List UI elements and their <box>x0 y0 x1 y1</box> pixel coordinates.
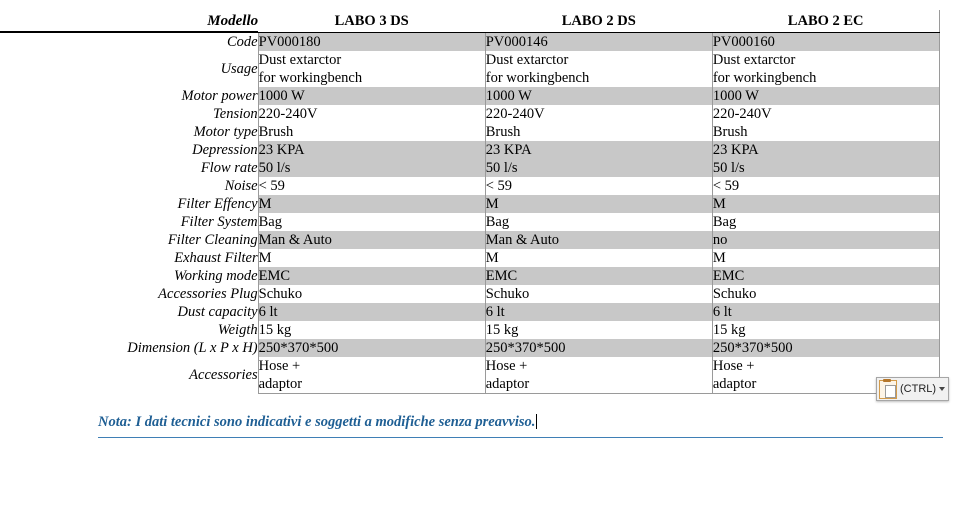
table-row <box>0 321 940 339</box>
row-value-line: for workingbench <box>712 70 817 86</box>
row-label: Motor power <box>181 88 258 104</box>
row-value: 220-240V <box>258 105 485 123</box>
row-label: Dust capacity <box>177 304 258 320</box>
row-value: PV000180 <box>258 33 485 52</box>
row-value: Bag <box>712 213 939 231</box>
table-row <box>0 195 940 213</box>
row-value <box>258 51 485 87</box>
row-label: Filter Cleaning <box>167 232 258 248</box>
row-value-line: for workingbench <box>485 70 590 86</box>
table-row <box>0 87 940 105</box>
row-value: Bag <box>258 213 485 231</box>
row-value: no <box>712 231 939 249</box>
row-value: M <box>712 249 939 267</box>
footnote <box>98 414 943 431</box>
row-value-line: adaptor <box>485 376 530 392</box>
row-value: M <box>712 195 939 213</box>
row-value: 50 l/s <box>258 159 485 177</box>
table-row <box>0 33 940 52</box>
row-value: M <box>485 195 712 213</box>
row-value-line: Dust extarctor <box>258 52 342 68</box>
row-value-line: Hose + <box>712 358 755 374</box>
row-value <box>485 51 712 87</box>
row-value: 23 KPA <box>258 141 485 159</box>
row-value: PV000160 <box>712 33 939 52</box>
header-model-1: LABO 3 DS <box>258 10 485 33</box>
footnote-underline <box>98 437 943 438</box>
table-row <box>0 339 940 357</box>
row-value: Man & Auto <box>485 231 712 249</box>
row-value: M <box>485 249 712 267</box>
row-value: 50 l/s <box>712 159 939 177</box>
row-value: EMC <box>712 267 939 285</box>
row-value: Brush <box>485 123 712 141</box>
row-value: 15 kg <box>712 321 939 339</box>
row-value: Brush <box>712 123 939 141</box>
chevron-down-icon[interactable] <box>939 387 945 391</box>
row-value: 6 lt <box>712 303 939 321</box>
row-value: Man & Auto <box>258 231 485 249</box>
clipboard-paste-icon[interactable] <box>879 380 897 399</box>
row-label: Filter Effency <box>177 196 258 212</box>
table-row <box>0 177 940 195</box>
row-value <box>712 51 939 87</box>
row-value-line: adaptor <box>258 376 303 392</box>
paste-options-button[interactable] <box>876 377 949 401</box>
row-label: Motor type <box>193 124 258 140</box>
table-row <box>0 159 940 177</box>
table-row <box>0 303 940 321</box>
row-value: 6 lt <box>258 303 485 321</box>
row-value-line: Hose + <box>258 358 301 374</box>
table-row <box>0 51 940 87</box>
row-label: Depression <box>192 142 258 158</box>
table-row <box>0 267 940 285</box>
text-cursor <box>536 414 537 429</box>
row-value: 250*370*500 <box>712 339 939 357</box>
row-label: Flow rate <box>200 160 258 176</box>
row-value: 250*370*500 <box>485 339 712 357</box>
table-row <box>0 231 940 249</box>
table-header-row <box>0 10 940 33</box>
row-value: Schuko <box>712 285 939 303</box>
row-value: < 59 <box>712 177 939 195</box>
row-value-line: Hose + <box>485 358 528 374</box>
header-model-2: LABO 2 DS <box>485 10 712 33</box>
row-value: EMC <box>485 267 712 285</box>
row-value-line: for workingbench <box>258 70 363 86</box>
row-value: 220-240V <box>712 105 939 123</box>
row-value: 15 kg <box>485 321 712 339</box>
row-value: 250*370*500 <box>258 339 485 357</box>
table-row <box>0 249 940 267</box>
row-value <box>258 357 485 394</box>
row-value: 1000 W <box>485 87 712 105</box>
row-value: 220-240V <box>485 105 712 123</box>
row-label: Noise <box>224 178 258 194</box>
row-label: Code <box>227 34 258 50</box>
row-value: Schuko <box>485 285 712 303</box>
row-value: 50 l/s <box>485 159 712 177</box>
row-value: Schuko <box>258 285 485 303</box>
row-value: Brush <box>258 123 485 141</box>
row-label: Usage <box>220 60 258 77</box>
row-label: Exhaust Filter <box>174 250 258 266</box>
row-value-line: Dust extarctor <box>485 52 569 68</box>
table-row <box>0 123 940 141</box>
row-label: Accessories Plug <box>158 286 258 302</box>
row-label: Working mode <box>173 268 258 284</box>
row-value: < 59 <box>485 177 712 195</box>
specifications-table <box>0 10 940 394</box>
paste-options-label: (CTRL) <box>900 383 937 395</box>
table-row <box>0 213 940 231</box>
row-value: 23 KPA <box>712 141 939 159</box>
row-value: 23 KPA <box>485 141 712 159</box>
table-row <box>0 357 940 394</box>
row-value: 6 lt <box>485 303 712 321</box>
row-label: Dimension (L x P x H) <box>127 340 258 356</box>
row-value: M <box>258 249 485 267</box>
header-model-3: LABO 2 EC <box>712 10 939 33</box>
row-value: M <box>258 195 485 213</box>
table-row <box>0 141 940 159</box>
row-value: < 59 <box>258 177 485 195</box>
row-value: EMC <box>258 267 485 285</box>
footnote-text: Nota: I dati tecnici sono indicativi e soggetti a modifiche senza preavviso. <box>98 414 536 430</box>
header-label-modello: Modello <box>0 10 258 33</box>
table-row <box>0 285 940 303</box>
row-value: PV000146 <box>485 33 712 52</box>
row-value-line: Dust extarctor <box>712 52 796 68</box>
row-value-line: adaptor <box>712 376 757 392</box>
row-label: Filter System <box>180 214 258 230</box>
row-value <box>485 357 712 394</box>
row-value: 1000 W <box>258 87 485 105</box>
row-label: Accessories <box>189 366 258 383</box>
row-value: Bag <box>485 213 712 231</box>
row-label: Weigth <box>217 322 258 338</box>
row-value: 1000 W <box>712 87 939 105</box>
table-row <box>0 105 940 123</box>
row-label: Tension <box>213 106 258 122</box>
row-value: 15 kg <box>258 321 485 339</box>
